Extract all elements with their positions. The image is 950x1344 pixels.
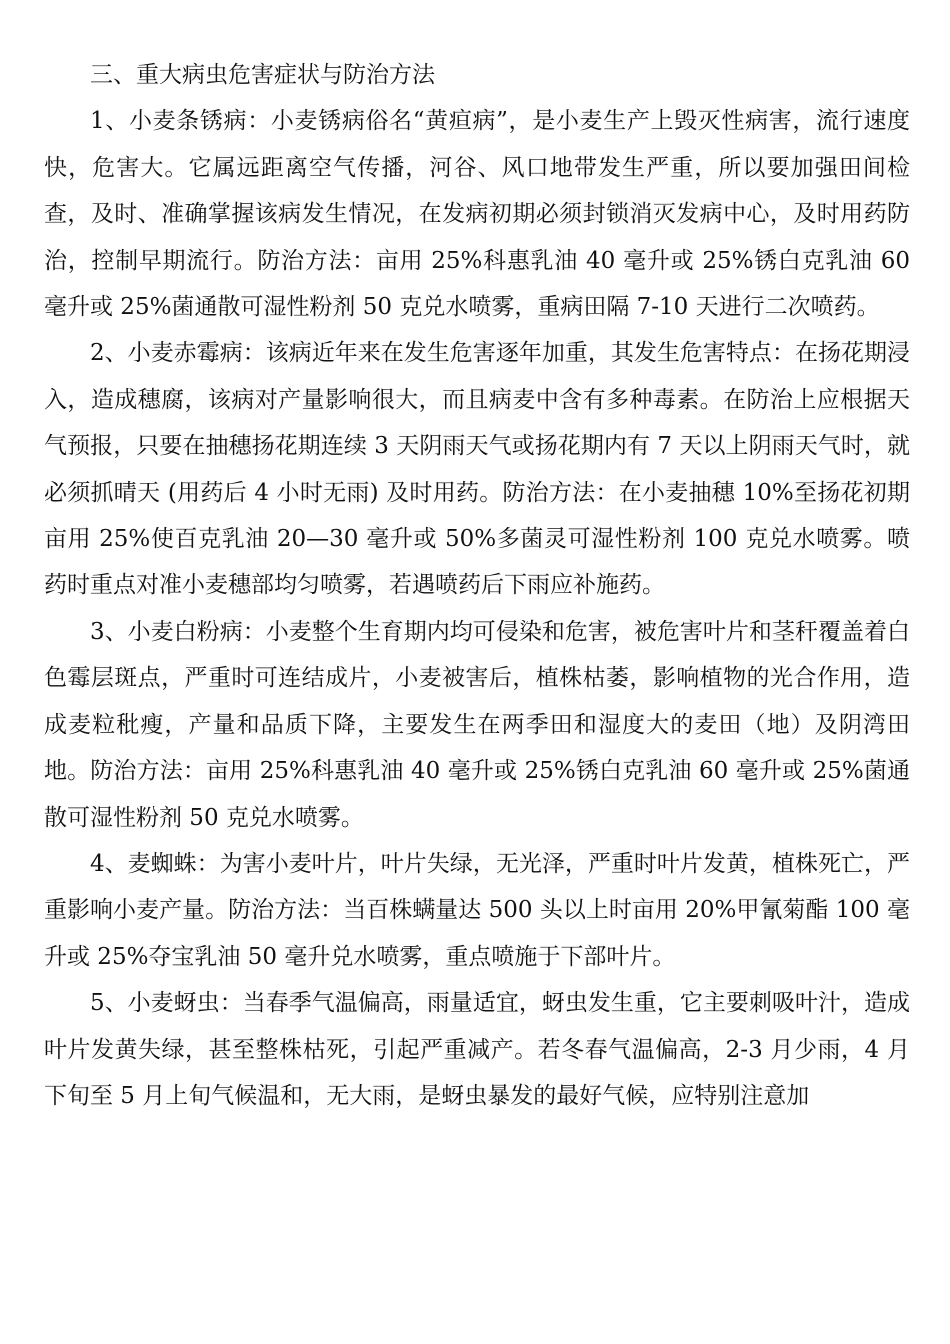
- paragraph-scab: 2、小麦赤霉病：该病近年来在发生危害逐年加重，其发生危害特点：在扬花期浸入，造成穗腐，该病对产量影响很大，而且病麦中含有多种毒素。在防治上应根据天气预报，只要在抽穗扬花期连续 3 天阴雨天气或扬花期内有 7 天以上阴雨天气时，就必须抓晴天 (用药后 4 小时无雨) 及时用药。防治方法：在小麦抽穗 10%至扬花初期亩用 25%使百克乳油 20—30 毫升或 50%多菌灵可湿性粉剂 100 克兑水喷雾。喷药时重点对准小麦穗部均匀喷雾，若遇喷药后下雨应补施药。: [44, 340, 910, 599]
- paragraph-powdery-mildew: 3、小麦白粉病：小麦整个生育期内均可侵染和危害，被危害叶片和茎秆覆盖着白色霉层斑点，严重时可连结成片，小麦被害后，植株枯萎，影响植物的光合作用，造成麦粒秕瘦，产量和品质下降，主要发生在两季田和湿度大的麦田（地）及阴湾田地。防治方法：亩用 25%科惠乳油 40 毫升或 25%锈白克乳油 60 毫升或 25%菌通散可湿性粉剂 50 克兑水喷雾。: [44, 618, 910, 831]
- paragraph-stripe-rust: 1、小麦条锈病：小麦锈病俗名“黄疸病”，是小麦生产上毁灭性病害，流行速度快，危害大。它属远距离空气传播，河谷、风口地带发生严重，所以要加强田间检查，及时、准确掌握该病发生情况，在发病初期必须封锁消灭发病中心，及时用药防治，控制早期流行。防治方法：亩用 25%科惠乳油 40 毫升或 25%锈白克乳油 60 毫升或 25%菌通散可湿性粉剂 50 克兑水喷雾，重病田隔 7-10 天进行二次喷药。: [44, 108, 910, 321]
- section-title: 三、重大病虫危害症状与防治方法: [90, 62, 435, 88]
- paragraph-aphid: 5、小麦蚜虫：当春季气温偏高，雨量适宜，蚜虫发生重，它主要刺吸叶汁，造成叶片发黄失绿，甚至整株枯死，引起严重减产。若冬春气温偏高，2-3 月少雨，4 月下旬至 5 月上旬气候温和，无大雨，是蚜虫暴发的最好气候，应特别注意加: [44, 990, 910, 1109]
- paragraph-wheat-mite: 4、麦蜘蛛：为害小麦叶片，叶片失绿，无光泽，严重时叶片发黄，植株死亡，严重影响小麦产量。防治方法：当百株螨量达 500 头以上时亩用 20%甲氰菊酯 100 毫升或 25%夺宝乳油 50 毫升兑水喷雾，重点喷施于下部叶片。: [44, 850, 910, 970]
- document-page: [44, 52, 910, 1119]
